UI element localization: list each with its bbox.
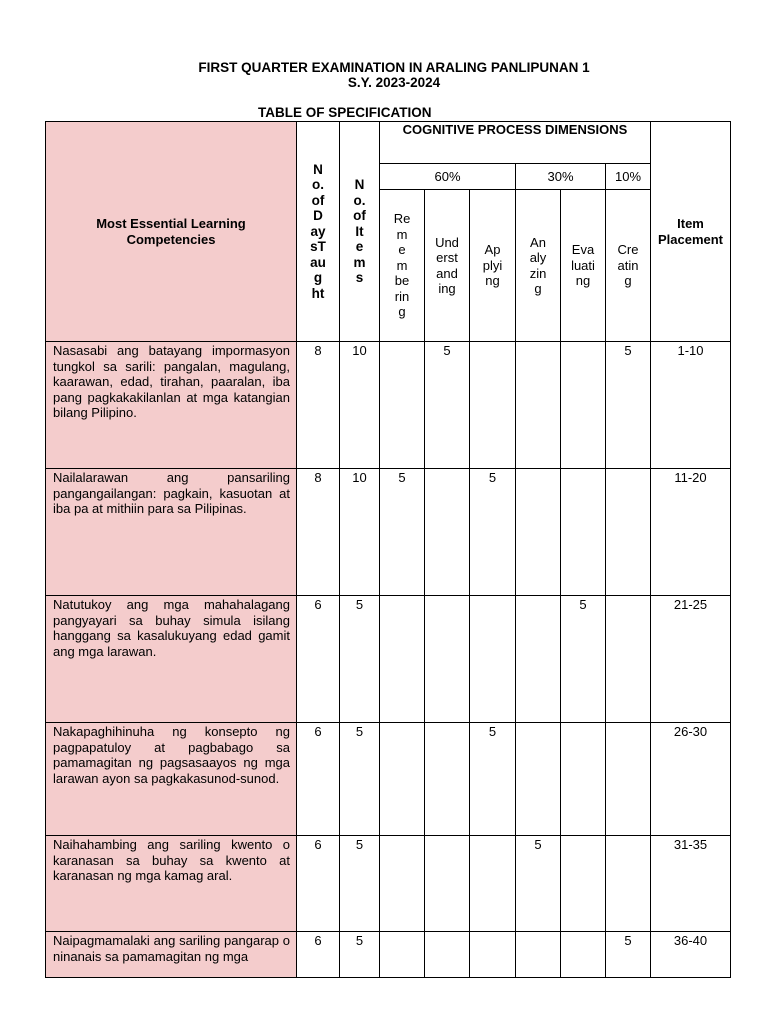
days-cell: 6	[297, 932, 340, 978]
analyzing-cell	[516, 596, 561, 723]
analyzing-cell	[516, 723, 561, 836]
analyzing-cell	[516, 342, 561, 469]
competency-cell: Nasasabi ang batayang impormasyon tungkol sa sarili: pangalan, magulang, kaarawan, edad, tirahan, paaralan, iba pang pagkakakilanlan at mga katangian bilang Pilipino.	[46, 342, 297, 469]
items-cell: 5	[340, 836, 380, 932]
placement-cell: 26-30	[651, 723, 731, 836]
placement-cell: 21-25	[651, 596, 731, 723]
analyzing-cell	[516, 469, 561, 596]
evaluating-header: Evaluating	[561, 190, 606, 342]
competency-cell: Naipagmamalaki ang sariling pangarap o ninanais sa pamamagitan ng mga	[46, 932, 297, 978]
placement-cell: 31-35	[651, 836, 731, 932]
competency-cell: Nakapaghihinuha ng konsepto ng pagpapatuloy at pagbabago sa pamamagitan ng pagsasaayos ng mga larawan ayon sa pagkakasunod-sunod.	[46, 723, 297, 836]
days-cell: 6	[297, 836, 340, 932]
pct-60: 60%	[380, 164, 516, 190]
evaluating-cell	[561, 836, 606, 932]
remembering-cell	[380, 836, 425, 932]
remembering-cell	[380, 723, 425, 836]
remembering-cell	[380, 342, 425, 469]
understanding-cell	[425, 723, 470, 836]
understanding-cell: 5	[425, 342, 470, 469]
items-cell: 5	[340, 932, 380, 978]
creating-cell	[606, 723, 651, 836]
table-title: TABLE OF SPECIFICATION	[258, 105, 432, 120]
placement-cell: 11-20	[651, 469, 731, 596]
analyzing-header: Analyzing	[516, 190, 561, 342]
days-cell: 8	[297, 342, 340, 469]
remembering-cell	[380, 932, 425, 978]
pct-10: 10%	[606, 164, 651, 190]
applying-header: Applying	[470, 190, 516, 342]
placement-cell: 36-40	[651, 932, 731, 978]
remembering-header: Remembering	[380, 190, 425, 342]
analyzing-cell: 5	[516, 836, 561, 932]
remembering-cell	[380, 596, 425, 723]
evaluating-cell	[561, 932, 606, 978]
applying-cell	[470, 836, 516, 932]
applying-cell	[470, 596, 516, 723]
creating-cell	[606, 836, 651, 932]
creating-cell	[606, 469, 651, 596]
applying-cell	[470, 932, 516, 978]
evaluating-cell	[561, 342, 606, 469]
creating-cell: 5	[606, 932, 651, 978]
placement-cell: 1-10	[651, 342, 731, 469]
applying-cell	[470, 342, 516, 469]
exam-title: FIRST QUARTER EXAMINATION IN ARALING PANLIPUNAN 1	[198, 60, 590, 75]
understanding-cell	[425, 932, 470, 978]
understanding-header: Understanding	[425, 190, 470, 342]
competencies-header: Most Essential Learning Competencies	[46, 122, 297, 342]
creating-header: Creating	[606, 190, 651, 342]
applying-cell: 5	[470, 723, 516, 836]
understanding-cell	[425, 596, 470, 723]
days-header: No.ofDaysTaught	[297, 122, 340, 342]
items-cell: 5	[340, 596, 380, 723]
placement-header: Item Placement	[651, 122, 731, 342]
evaluating-cell: 5	[561, 596, 606, 723]
competency-cell: Natutukoy ang mga mahahalagang pangyayari sa buhay simula isilang hanggang sa kasalukuyang edad gamit ang mga larawan.	[46, 596, 297, 723]
remembering-cell: 5	[380, 469, 425, 596]
creating-cell	[606, 596, 651, 723]
items-header: No.ofItems	[340, 122, 380, 342]
understanding-cell	[425, 469, 470, 596]
specification-table	[45, 121, 731, 978]
days-cell: 6	[297, 723, 340, 836]
days-cell: 6	[297, 596, 340, 723]
items-cell: 10	[340, 342, 380, 469]
evaluating-cell	[561, 723, 606, 836]
creating-cell: 5	[606, 342, 651, 469]
understanding-cell	[425, 836, 470, 932]
pct-30: 30%	[516, 164, 606, 190]
analyzing-cell	[516, 932, 561, 978]
competency-cell: Naihahambing ang sariling kwento o karanasan sa buhay sa kwento at karanasan ng mga kamag aral.	[46, 836, 297, 932]
days-cell: 8	[297, 469, 340, 596]
competency-cell: Nailalarawan ang pansariling pangangailangan: pagkain, kasuotan at iba pa at mithiin para sa Pilipinas.	[46, 469, 297, 596]
evaluating-cell	[561, 469, 606, 596]
applying-cell: 5	[470, 469, 516, 596]
items-cell: 5	[340, 723, 380, 836]
cognitive-header: COGNITIVE PROCESS DIMENSIONS	[380, 122, 651, 164]
items-cell: 10	[340, 469, 380, 596]
school-year: S.Y. 2023-2024	[347, 75, 441, 90]
